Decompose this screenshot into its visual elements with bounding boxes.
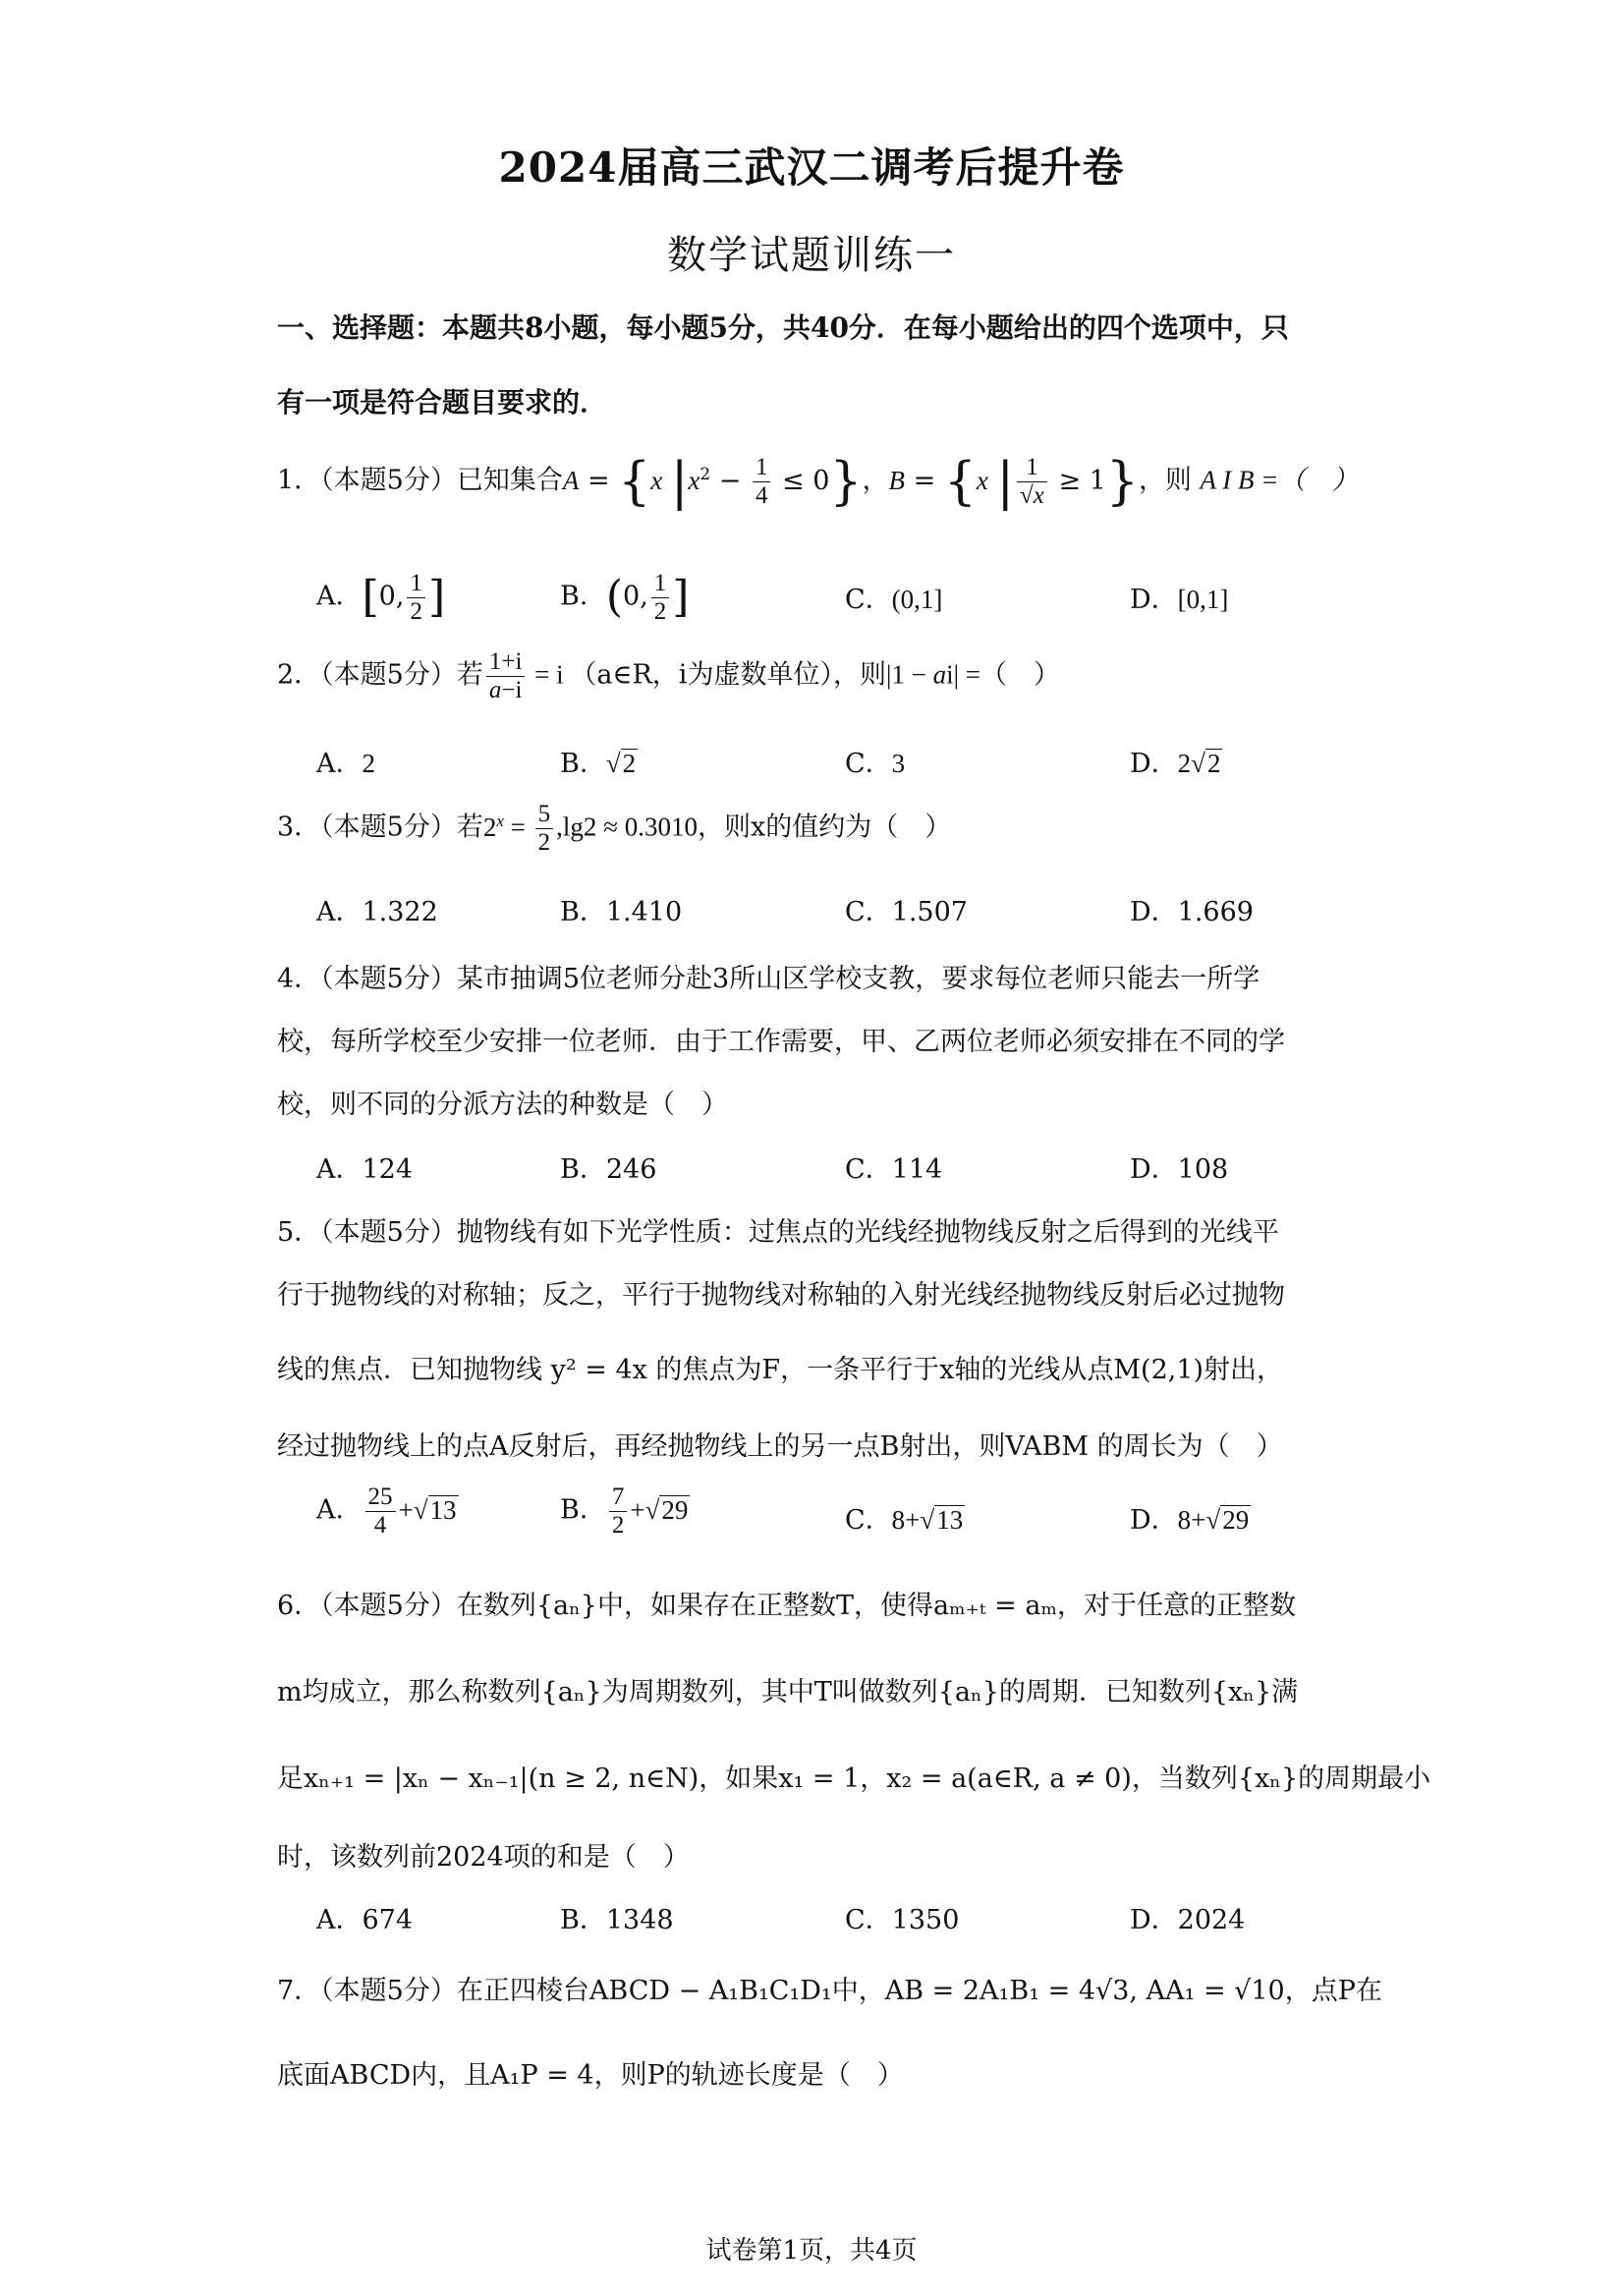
q1-option-c: C．(0,1]: [845, 585, 943, 615]
question-5-line-3: 线的焦点．已知抛物线 y² = 4x 的焦点为F，一条平行于x轴的光线从点M(2,1)射出，: [277, 1355, 1284, 1385]
question-7-line-1: 7．（本题5分）在正四棱台ABCD − A₁B₁C₁D₁中，AB = 2A₁B₁ = 4√3, AA₁ = √10，点P在: [277, 1976, 1382, 2006]
q4-option-d: D．108: [1130, 1154, 1229, 1185]
q1-option-a: A．[0, $\frac{1}{2}$ ]: [316, 570, 446, 625]
question-6-line-3: 足xₙ₊₁ = |xₙ − xₙ₋₁|(n ≥ 2, n∈N)，如果x₁ = 1，x₂ = a(a∈R, a ≠ 0)，当数列{xₙ}的周期最小: [277, 1764, 1431, 1794]
q4-option-a: A．124: [316, 1154, 414, 1185]
section-heading: [277, 291, 1368, 440]
exam-subtitle: 数学试题训练一: [667, 233, 956, 278]
question-2-stem: 2．（本题5分）若 $\frac{1+i}{a-i}$ = i （a∈R，i为虚数单位），则|1 − ai| =（ ）: [277, 648, 1060, 703]
q3-option-a: A．1.322: [316, 897, 438, 927]
question-3-stem: 3．（本题5分）若$2^x$ = $\frac{5}{2}$ ,lg2 ≈ 0.3010，则x的值约为（ ）: [277, 801, 952, 856]
q2-option-b: B．√2: [560, 749, 637, 779]
question-6-line-1: 6．（本题5分）在数列{aₙ}中，如果存在正整数T，使得aₘ₊ₜ = aₘ，对于任意的正整数: [277, 1591, 1297, 1621]
q6-option-d: D．2024: [1130, 1905, 1246, 1935]
section-heading-line1: 一、选择题：本题共8小题，每小题5分，共40分．在每小题给出的四个选项中，只: [277, 311, 1289, 344]
section-heading-line2: 有一项是符合题目要求的．: [277, 386, 608, 419]
question-5-line-1: 5．（本题5分）抛物线有如下光学性质：过焦点的光线经抛物线反射之后得到的光线平: [277, 1217, 1279, 1248]
q2-option-c: C．3: [845, 749, 906, 779]
question-6-line-4: 时，该数列前2024项的和是（ ）: [277, 1842, 690, 1873]
q2-option-d: D．2√2: [1130, 749, 1221, 779]
q4-option-b: B．246: [560, 1154, 657, 1185]
question-7-line-2: 底面ABCD内，且A₁P = 4，则P的轨迹长度是（ ）: [277, 2060, 904, 2091]
question-4-line-2: 校，每所学校至少安排一位老师．由于工作需要，甲、乙两位老师必须安排在不同的学: [277, 1027, 1285, 1057]
set-a-expression: A = {x $|x^2$ − $\frac{1}{4}$ ≤ 0}: [562, 452, 863, 511]
q6-option-a: A．674: [316, 1905, 414, 1935]
question-6-line-2: m均成立，那么称数列{aₙ}为周期数列，其中T叫做数列{aₙ}的周期．已知数列{xₙ}满: [277, 1677, 1299, 1708]
q5-option-b: B． $\frac{7}{2}$ +√29: [560, 1484, 689, 1539]
q6-option-c: C．1350: [845, 1905, 960, 1935]
question-1-stem: 1．（本题5分）已知集合A = {x $|x^2$ − $\frac{1}{4}$ ≤ 0}，B = {x | $\frac{1}{√x}$ ≥ 1}，则 A I B =（ ）: [277, 452, 1359, 511]
q4-option-c: C．114: [845, 1154, 943, 1185]
q6-option-b: B．1348: [560, 1905, 674, 1935]
question-5-line-2: 行于抛物线的对称轴；反之，平行于抛物线对称轴的入射光线经抛物线反射后必过抛物: [277, 1280, 1285, 1311]
q3-option-b: B．1.410: [560, 897, 683, 927]
q2-option-a: A．2: [316, 749, 375, 779]
exam-title: 2024届高三武汉二调考后提升卷: [498, 143, 1125, 192]
q3-option-d: D．1.669: [1130, 897, 1254, 927]
q5-option-a: A． $\frac{25}{4}$ +√13: [316, 1484, 457, 1539]
q1-option-d: D．[0,1]: [1130, 585, 1229, 615]
question-5-line-4: 经过抛物线上的点A反射后，再经抛物线上的另一点B射出，则VABM 的周长为（ ）: [277, 1431, 1283, 1462]
q5-option-d: D．8+√29: [1130, 1505, 1250, 1536]
set-b-expression: B = {x | $\frac{1}{√x}$ ≥ 1}: [888, 452, 1139, 511]
q3-option-c: C．1.507: [845, 897, 968, 927]
page-footer: 试卷第1页，共4页: [705, 2236, 918, 2266]
question-4-line-1: 4．（本题5分）某市抽调5位老师分赴3所山区学校支教，要求每位老师只能去一所学: [277, 964, 1260, 994]
q5-option-c: C．8+√13: [845, 1505, 964, 1536]
question-1-ask: A I B =（ ）: [1200, 465, 1359, 495]
question-1-prefix: 1．（本题5分）已知集合: [277, 465, 563, 496]
question-4-line-3: 校，则不同的分派方法的种数是（ ）: [277, 1090, 728, 1120]
q1-option-b: B．(0, $\frac{1}{2}$ ]: [560, 570, 690, 625]
